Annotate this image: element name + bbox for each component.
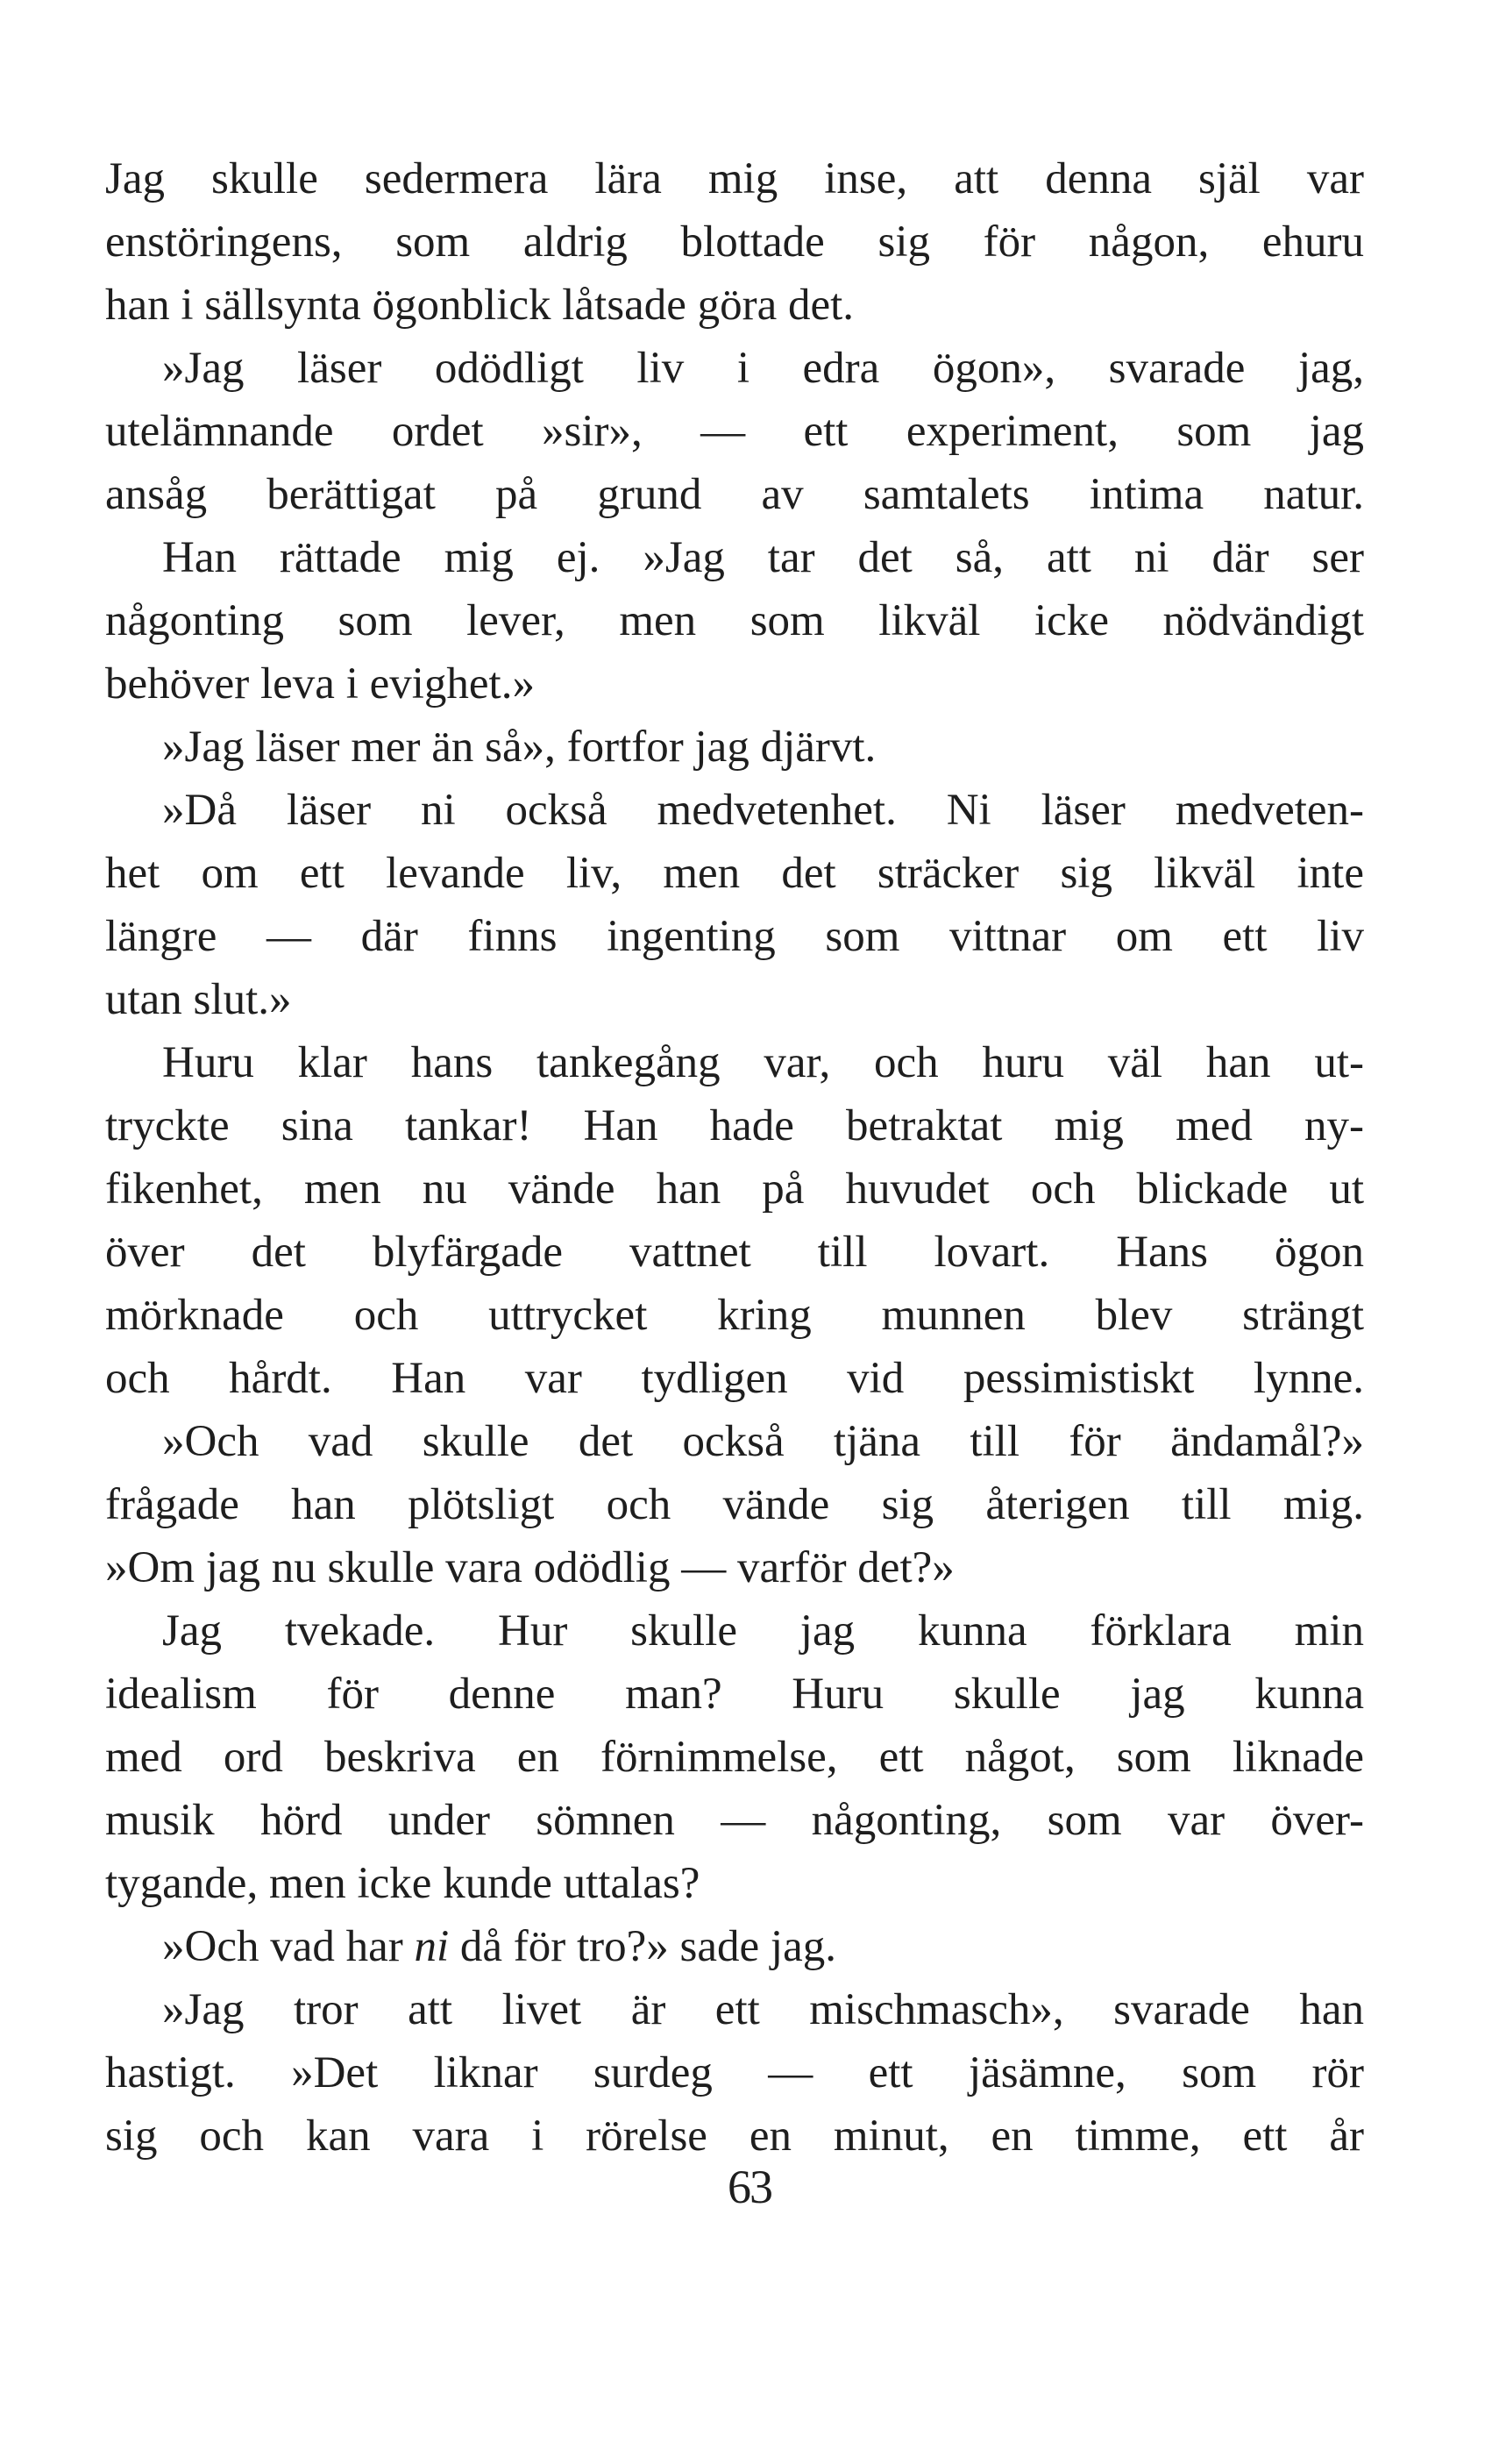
text-line: och hårdt. Han var tydligen vid pessimistiskt lynne. [105,1354,1364,1403]
text-line: han i sällsynta ögonblick låtsade göra det. [105,281,855,330]
text-line: »Och vad skulle det också tjäna till för ändamål?» [162,1417,1364,1466]
text-line: tryckte sina tankar! Han hade betraktat mig med ny- [105,1101,1364,1150]
text-line: Han rättade mig ej. »Jag tar det så, att ni där ser [162,533,1364,582]
text-line: frågade han plötsligt och vände sig återigen till mig. [105,1480,1364,1529]
text-line: enstöringens, som aldrig blottade sig för någon, ehuru [105,217,1364,267]
text-line: mörknade och uttrycket kring munnen blev strängt [105,1291,1364,1340]
text-line: Jag tvekade. Hur skulle jag kunna förklara min [162,1606,1364,1656]
text-line: idealism för denne man? Huru skulle jag kunna [105,1670,1364,1719]
text-line [105,1915,1364,1978]
text-run: »Och vad har [162,1922,415,1971]
text-run: då för tro?» sade jag. [449,1922,836,1971]
page-number: 63 [728,2161,771,2213]
body-text [105,147,1364,2168]
text-line: hastigt. »Det liknar surdeg — ett jäsämne, som rör [105,2048,1364,2097]
text-line: ansåg berättigat på grund av samtalets intima natur. [105,470,1364,519]
text-line: Huru klar hans tankegång var, och huru väl han ut- [162,1038,1364,1087]
text-line: tygande, men icke kunde uttalas? [105,1859,700,1908]
text-line: het om ett levande liv, men det sträcker sig likväl inte [105,849,1364,898]
text-line: behöver leva i evighet.» [105,659,535,709]
emphasized-word: ni [414,1922,450,1971]
text-line: med ord beskriva en förnimmelse, ett något, som liknade [105,1733,1364,1782]
text-line: sig och kan vara i rörelse en minut, en timme, ett år [105,2111,1364,2161]
text-line: musik hörd under sömnen — någonting, som var över- [105,1796,1364,1845]
text-line: Jag skulle sedermera lära mig inse, att denna själ var [105,154,1364,203]
text-line: någonting som lever, men som likväl icke nödvändigt [105,596,1364,645]
text-line: längre — där finns ingenting som vittnar om ett liv [105,912,1364,961]
text-line: »Jag läser mer än så», fortfor jag djärvt. [162,723,877,772]
text-line: fikenhet, men nu vände han på huvudet och blickade ut [105,1164,1364,1214]
text-line: över det blyfärgade vattnet till lovart. Hans ögon [105,1228,1364,1277]
text-line: »Om jag nu skulle vara odödlig — varför det?» [105,1543,955,1592]
text-line: »Jag tror att livet är ett mischmasch», svarade han [162,1985,1364,2034]
text-line: utan slut.» [105,975,292,1024]
text-line: »Jag läser odödligt liv i edra ögon», svarade jag, [162,344,1364,393]
text-line: utelämnande ordet »sir», — ett experiment, som jag [105,407,1364,456]
text-line: »Då läser ni också medvetenhet. Ni läser medveten- [162,786,1364,835]
